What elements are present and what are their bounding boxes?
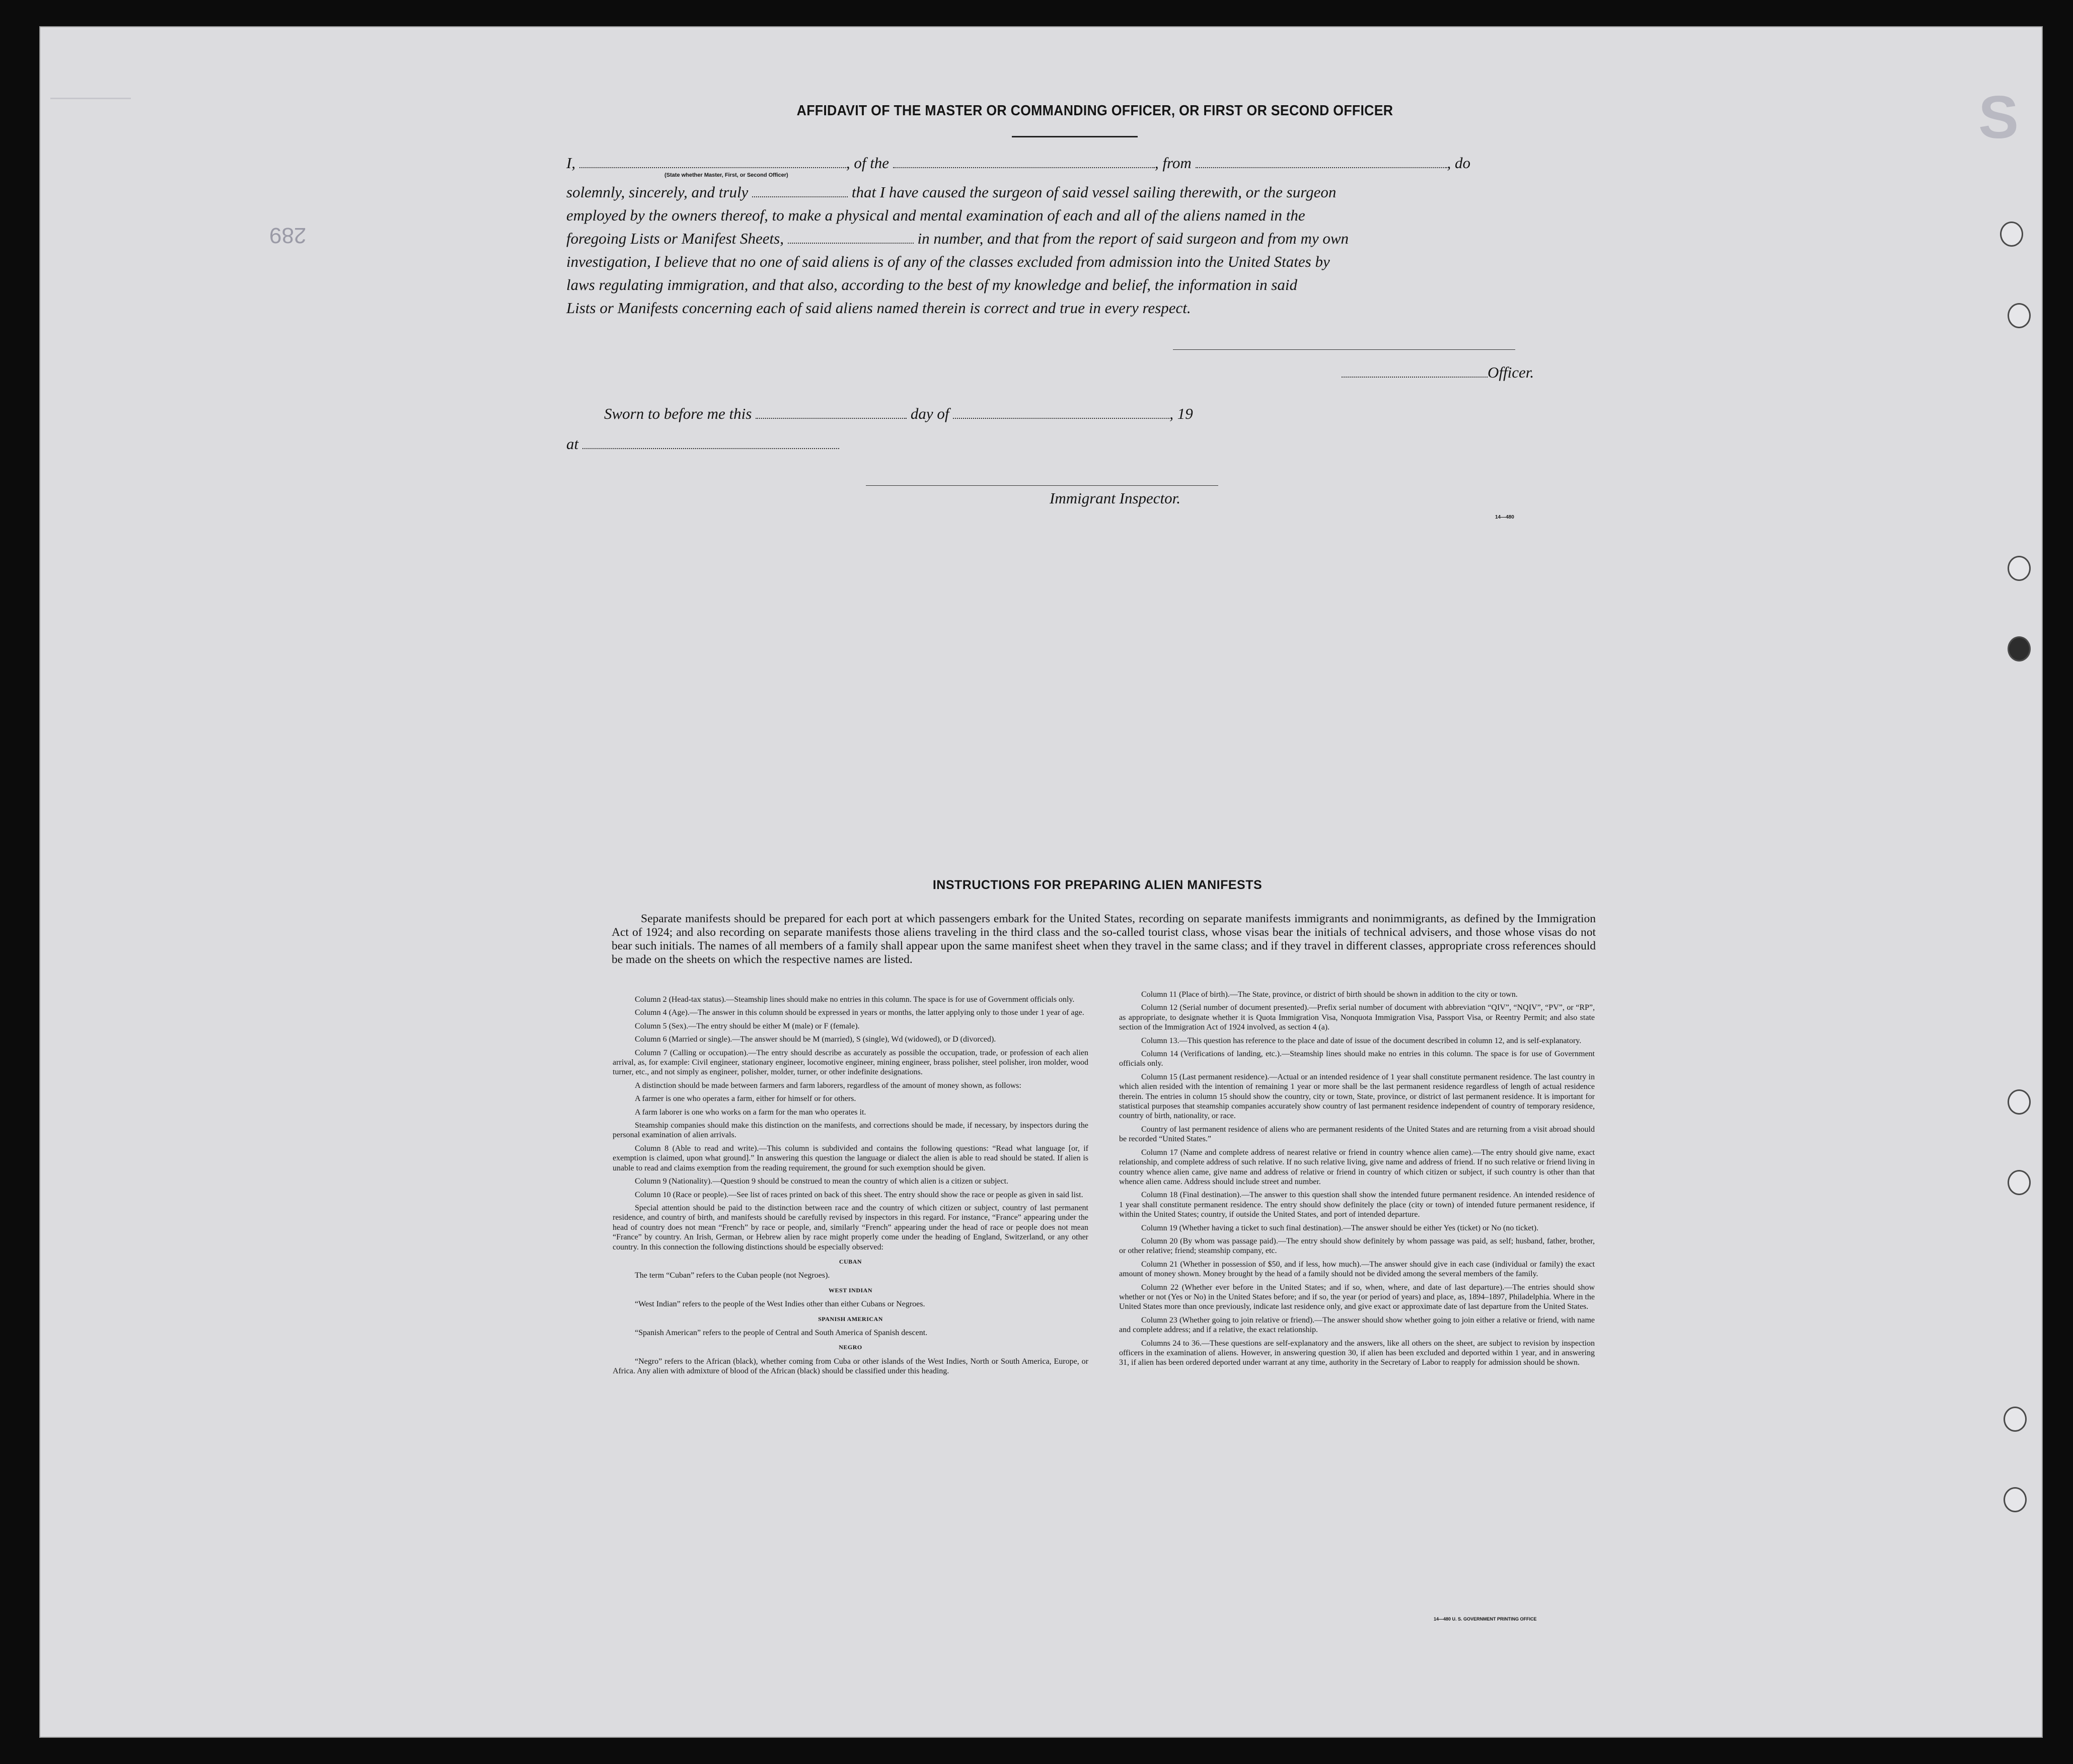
instructions-right-column — [1119, 990, 1595, 1371]
west-indian-text: “West Indian” refers to the people of the West Indies other than either Cubans or Negroes. — [635, 1300, 925, 1309]
do-label: , do — [1447, 154, 1470, 172]
instruction-paragraph: Column 23 (Whether going to join relative or friend).—The answer should show whether going to join either a relative or friend, with name and complete address; and if a relative, the exact relationship. — [1119, 1315, 1595, 1335]
punch-hole-icon — [2000, 222, 2023, 247]
sheet-count-field[interactable] — [788, 232, 914, 244]
manifest-sheet — [39, 26, 2043, 1738]
punch-hole-icon — [2004, 1407, 2027, 1432]
vessel-name-field[interactable] — [893, 156, 1155, 168]
line-4-start: foregoing Lists or Manifest Sheets, — [566, 230, 784, 247]
punch-hole-icon — [2008, 636, 2031, 662]
i-label: I, — [566, 154, 576, 172]
affidavit-line-6: laws regulating immigration, and that also, according to the best of my knowledge and belief, the information in said — [566, 276, 1298, 293]
instruction-paragraph: Column 13.—This question has reference to the place and date of issue of the document described in column 12, and is self-explanatory. — [1141, 1036, 1582, 1045]
instruction-paragraph: Column 11 (Place of birth).—The State, province, or district of birth should be shown in addition to the city or town. — [1141, 990, 1518, 999]
instruction-paragraph: Column 14 (Verifications of landing, etc.).—Steamship lines should make no entries in this column. The space is for use of Government officials only. — [1119, 1050, 1595, 1068]
instruction-paragraph: Column 9 (Nationality).—Question 9 should be construed to mean the country of which alien is a citizen or subject. — [635, 1177, 1009, 1186]
officer-rank-field[interactable] — [579, 156, 846, 168]
punch-hole-icon — [2008, 303, 2031, 328]
affidavit-line-2 — [566, 183, 1336, 201]
bleed-through-rule — [50, 98, 131, 160]
instruction-paragraph: Columns 24 to 36.—These questions are self-explanatory and the answers, like all others on the sheet, are subject to revision by inspection officers in the examination of aliens. However, in answering question 30, if alien has been excluded and deported within 1 year, and in answering 31, if alien has been ordered deported under warrant at any time, authority in the Secretary of Labor to reapply for admission should be shown. — [1119, 1339, 1595, 1367]
affidavit-line-3: employed by the owners thereof, to make a physical and mental examination of each and all of the aliens named in the — [566, 206, 1305, 224]
instruction-paragraph: A distinction should be made between farmers and farm laborers, regardless of the amount of money shown, as follows: — [635, 1081, 1021, 1090]
affidavit-line-1 — [566, 154, 1470, 172]
affidavit-line-7: Lists or Manifests concerning each of said aliens named therein is correct and true in every respect. — [566, 299, 1191, 317]
stamp-number: 289 — [269, 223, 307, 248]
solemnly-text: solemnly, sincerely, and truly — [566, 183, 749, 201]
inspector-signature-line[interactable] — [866, 474, 1218, 486]
line-4-rest: in number, and that from the report of said surgeon and from my own — [917, 230, 1349, 247]
sworn-month-field[interactable] — [953, 407, 1169, 419]
instruction-paragraph: A farm laborer is one who works on a farm for the man who operates it. — [635, 1108, 866, 1117]
punch-hole-icon — [2008, 1089, 2031, 1115]
at-text: at — [566, 435, 579, 453]
punch-hole-icon — [2008, 556, 2031, 581]
sworn-text: Sworn to before me this — [604, 405, 752, 422]
spanish-american-text: “Spanish American” refers to the people of Central and South America of Spanish descent. — [635, 1328, 928, 1337]
sworn-place-field[interactable] — [582, 437, 839, 449]
instruction-paragraph: Column 22 (Whether ever before in the United States; and if so, when, where, and date of last departure).—The entries should show whether or not (Yes or No) in the United States before; and if so, the year (or period of years) and place, as, 1894–1897, Philadelphia. Where in the United States more than once previously, indicate last residence only, and give exact or approximate date of last departure from the United States. — [1119, 1283, 1595, 1311]
negro-text: “Negro” refers to the African (black), whether coming from Cuba or other islands of the West Indies, North or South America, Europe, or Africa. Any alien with admixture of blood of the African (black) should be classified under this heading. — [613, 1357, 1088, 1376]
day-of-text: day of — [910, 405, 949, 422]
signature-line[interactable] — [1173, 338, 1515, 350]
punch-hole-icon — [2004, 1487, 2027, 1512]
officer-rank-note: (State whether Master, First, or Second Officer) — [664, 172, 788, 178]
spanish-american-heading: SPANISH AMERICAN — [818, 1315, 883, 1322]
instructions-left-column — [613, 995, 1088, 1380]
officer-line — [1342, 363, 1534, 382]
instruction-paragraph: Column 8 (Able to read and write).—This column is subdivided and contains the following questions: “Read what language [or, if exemption is claimed, upon what ground].” In answering this question the language or dialect the alien is able to read should be stated. If alien is unable to read and claims exemption from the reading requirement, the ground for such exemption should be given. — [613, 1144, 1088, 1172]
instruction-paragraph: Column 19 (Whether having a ticket to such final destination).—The answer should be either Yes (ticket) or No (no ticket). — [1141, 1223, 1539, 1232]
form-number: 14—480 — [1495, 514, 1514, 520]
instruction-paragraph: Column 20 (By whom was passage paid).—The entry should show definitely by whom passage was paid, as self; husband, father, brother, or other relative; friend; steamship company, etc. — [1119, 1236, 1595, 1256]
sworn-day-field[interactable] — [756, 407, 907, 419]
at-line — [566, 435, 839, 453]
instruction-paragraph: Column 7 (Calling or occupation).—The entry should describe as accurately as possible the occupation, trade, or profession of each alien arrival, as, for example: Civil engineer, stationary engineer, locomotive engineer, mining engineer, brass polisher, steel polisher, iron molder, wood turner, etc., and not simply as engineer, polisher, molder, turner, or other indefinite designations. — [613, 1048, 1088, 1077]
instruction-paragraph: Column 10 (Race or people).—See list of races printed on back of this sheet. The entry should show the race or people as given in said list. — [635, 1190, 1083, 1199]
west-indian-heading: WEST INDIAN — [829, 1286, 872, 1294]
instruction-paragraph: Column 2 (Head-tax status).—Steamship lines should make no entries in this column. The space is for use of Government officials only. — [635, 995, 1075, 1004]
punch-hole-icon — [2008, 1170, 2031, 1195]
title-rule — [1012, 136, 1138, 137]
instruction-paragraph: Column 12 (Serial number of document presented).—Prefix serial number of document with abbreviation “QIV”, “NQIV”, “PV”, or “RP”, as appropriate, to designate whether it is Quota Immigration Visa, Nonquota Immigration Visa, Passport Visa, or Reentry Permit; and also state section of the Immigration Act of 1924 involved, as section 4 (a). — [1119, 1003, 1595, 1032]
instruction-paragraph: Column 18 (Final destination).—The answer to this question shall show the intended future permanent residence. An intended residence of 1 year shall constitute permanent residence. The entry should show definitely the place (city or town) of intended future permanent residence, if within the United States; country, if outside the United States, and port of intended departure. — [1119, 1191, 1595, 1219]
affidavit-line-5: investigation, I believe that no one of said aliens is of any of the classes excluded from admission into the United States by — [566, 253, 1330, 270]
of-the-label: , of the — [846, 154, 890, 172]
year-text: , 19 — [1169, 405, 1193, 422]
printer-imprint: 14—480 U. S. GOVERNMENT PRINTING OFFICE — [1434, 1616, 1537, 1622]
negro-heading: NEGRO — [839, 1344, 862, 1351]
instructions-title: INSTRUCTIONS FOR PREPARING ALIEN MANIFESTS — [932, 878, 1263, 892]
instruction-paragraph: Column 17 (Name and complete address of nearest relative or friend in country whence alien came).—The entry should give name, exact relationship, and complete address of such relative. If no such relative living, give name and address of friend. If no such relative or friend living in country whence alien came, give name and address of relative or friend in country of which citizen or subject, if such country is other than that whence alien came. Address should include street and number. — [1119, 1148, 1595, 1186]
officer-label: Officer. — [1488, 363, 1534, 381]
inspector-label: Immigrant Inspector. — [1050, 489, 1181, 507]
sworn-line — [604, 405, 1193, 423]
affidavit-line-4 — [566, 230, 1349, 248]
affidavit-title: AFFIDAVIT OF THE MASTER OR COMMANDING OFFICER, OR FIRST OR SECOND OFFICER — [796, 103, 1393, 119]
instruction-paragraph: A farmer is one who operates a farm, either for himself or for others. — [635, 1094, 856, 1104]
instruction-paragraph: Steamship companies should make this distinction on the manifests, and corrections should be made, if necessary, by inspectors during the personal examination of alien arrivals. — [613, 1121, 1088, 1140]
instruction-paragraph: Country of last permanent residence of aliens who are permanent residents of the United States and are returning from a visit abroad should be recorded “United States.” — [1119, 1125, 1595, 1144]
from-label: , from — [1154, 154, 1192, 172]
instruction-paragraph: Column 4 (Age).—The answer in this column should be expressed in years or months, the latter applying only to those under 1 year of age. — [635, 1008, 1084, 1017]
instructions-intro: Separate manifests should be prepared for each port at which passengers embark for the United States, recording on separate manifests immigrants and nonimmigrants, as defined by the Immigration Act of 1924; and also recording on separate manifests those aliens traveling in the third class and the so-called tourist class, whose visas bear the initials of technical advisers, and those whose visas do not bear such initials. The names of all members of a family shall appear upon the same manifest sheet when they travel in the same class; and if they travel in different classes, appropriate cross references should be made on the sheets on which the respective names are listed. — [612, 912, 1596, 966]
port-from-field[interactable] — [1196, 156, 1447, 168]
line-2-text: that I have caused the surgeon of said vessel sailing therewith, or the surgeon — [851, 183, 1337, 201]
instruction-paragraph: Column 5 (Sex).—The entry should be either M (male) or F (female). — [635, 1021, 860, 1031]
instruction-paragraph: Special attention should be paid to the distinction between race and the country of which citizen or subject, country of last permanent residence, and country of birth, and manifests should be carefully revised by inspectors in this regard. For instance, “France” appearing under the head of country does not mean “French” by race or people, and, similarly “French” appearing under the head of race or people does not mean “France” by country. An Irish, German, or Hebrew alien by race might properly come under the heading of England, Switzerland, or any other country. In this connection the following distinctions should be especially observed: — [613, 1203, 1088, 1252]
bleed-through-text: S — [1978, 84, 2022, 151]
cuban-text: The term “Cuban” refers to the Cuban people (not Negroes). — [635, 1271, 830, 1280]
officer-signature-field[interactable] — [1342, 365, 1488, 378]
instruction-paragraph: Column 6 (Married or single).—The answer should be M (married), S (single), Wd (widowed), or D (divorced). — [635, 1035, 996, 1044]
cuban-heading: CUBAN — [839, 1258, 862, 1265]
instruction-paragraph: Column 15 (Last permanent residence).—Actual or an intended residence of 1 year shall constitute permanent residence. The last country in which alien resided with the intention of remaining 1 year or more shall be the last permanent residence regardless of length of actual residence therein. The entries in column 15 should show the country, city or town, State, province, or district of last permanent residence. It is important for statistical purposes that steamship companies accurately show country of last permanent residence independent of country of temporary residence, country of birth, nationality, or race. — [1119, 1072, 1595, 1121]
instruction-paragraph: Column 21 (Whether in possession of $50, and if less, how much).—The answer should give in each case (individual or family) the exact amount of money shown. Money brought by the head of a family should not be divided among the several members of the family. — [1119, 1260, 1595, 1279]
oath-type-field[interactable] — [752, 185, 848, 197]
